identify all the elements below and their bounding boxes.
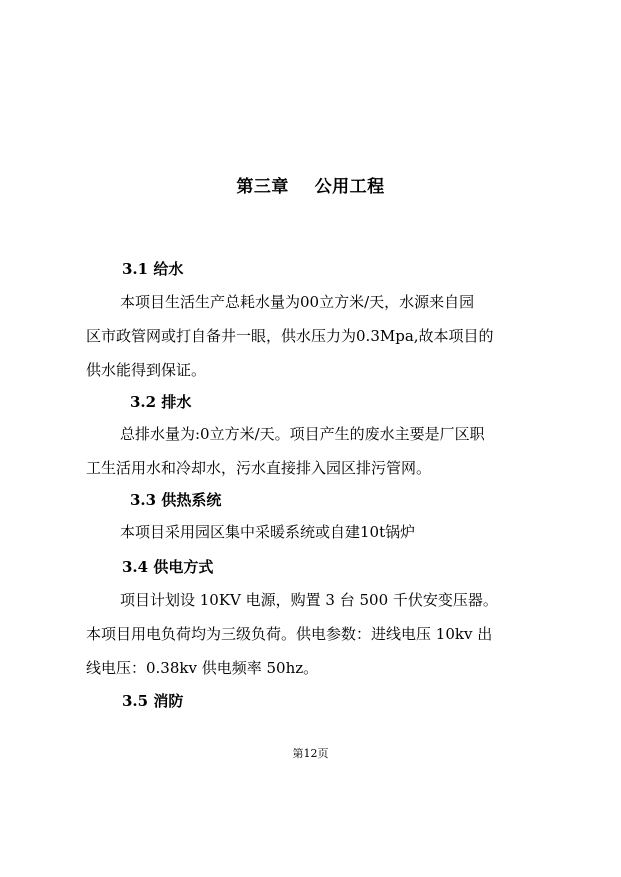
section-paragraph-3-1 — [86, 285, 536, 387]
paragraph-line: 总排水量为:0立方米/天。项目产生的废水主要是厂区职 — [120, 425, 485, 443]
paragraph-line: 本项目采用园区集中采暖系统或自建10t锅炉 — [120, 523, 416, 541]
paragraph-line: 区市政管网或打自备井一眼，供水压力为0.3Mpa,故本项目的 — [86, 327, 494, 345]
chapter-title: 第三章 公用工程 — [236, 177, 385, 197]
paragraph-line: 线电压：0.38kv 供电频率 50hz。 — [86, 659, 319, 677]
section-paragraph-3-3 — [86, 515, 536, 549]
paragraph-line: 本项目生活生产总耗水量为00立方米/天，水源来自园 — [120, 293, 475, 311]
section-heading-3-1: 3.1 给水 — [122, 260, 184, 278]
section-paragraph-3-2 — [86, 417, 536, 485]
paragraph-line: 工生活用水和冷却水，污水直接排入园区排污管网。 — [86, 459, 432, 477]
section-paragraph-3-4 — [86, 583, 536, 685]
section-heading-3-4: 3.4 供电方式 — [122, 558, 214, 576]
paragraph-line: 项目计划设 10KV 电源，购置 3 台 500 千伏安变压器。 — [120, 591, 498, 609]
section-heading-3-3: 3.3 供热系统 — [130, 491, 222, 509]
paragraph-line: 本项目用电负荷均为三级负荷。供电参数：进线电压 10kv 出 — [86, 625, 493, 643]
section-heading-3-5: 3.5 消防 — [122, 692, 184, 710]
paragraph-line: 供水能得到保证。 — [86, 361, 207, 379]
section-heading-3-2: 3.2 排水 — [130, 393, 192, 411]
page-number: 第12页 — [292, 747, 329, 760]
